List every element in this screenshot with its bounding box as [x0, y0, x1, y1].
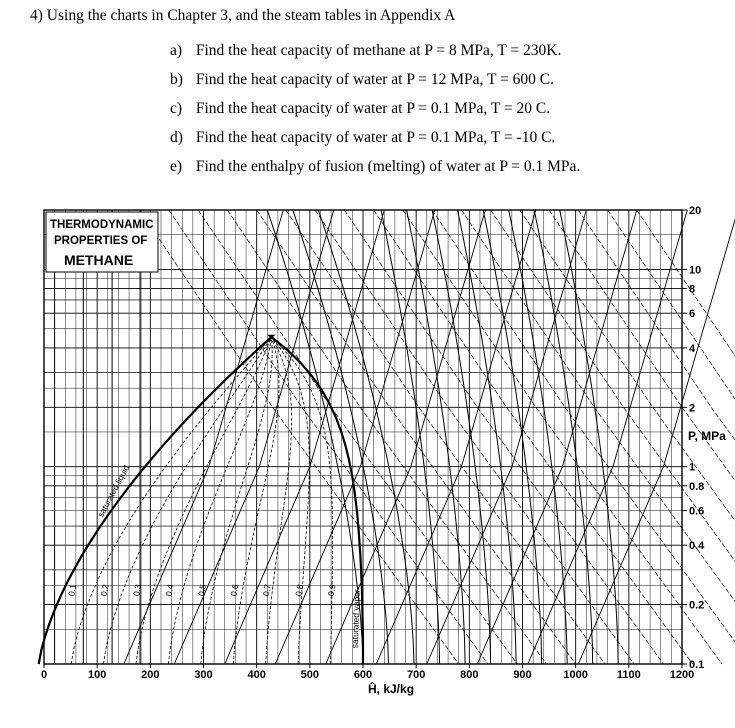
y-axis-label: P, MPa: [688, 429, 726, 443]
question-item-text: Find the heat capacity of water at P = 0.1 MPa, T = 20 C.: [195, 100, 551, 117]
y-tick-label: 8: [689, 283, 696, 296]
saturated-liquid-label: saturated liquid: [95, 463, 132, 519]
isotherm-line: [432, 210, 491, 664]
quality-label: 0.9: [325, 583, 338, 597]
y-tick-label: 0.1: [689, 659, 705, 671]
quality-line: [271, 336, 310, 664]
question-item-label: e): [170, 158, 183, 175]
x-tick-label: 1200: [669, 669, 695, 681]
quality-label: 0.2: [98, 583, 111, 597]
y-tick-label: 0.8: [689, 480, 705, 493]
quality-line: [233, 336, 279, 664]
y-tick-label: 0.6: [689, 505, 705, 518]
y-tick-label: 20: [689, 205, 702, 217]
isotherm-line: [483, 210, 541, 664]
chart-title-line-2: PROPERTIES OF: [54, 235, 148, 247]
x-tick-label: 500: [300, 669, 320, 681]
quality-label: 0.5: [195, 583, 208, 597]
isotherm-line: [509, 210, 568, 664]
question-title: 4) Using the charts in Chapter 3, and the steam tables in Appendix A: [30, 7, 456, 24]
question-item-label: a): [170, 42, 183, 59]
x-tick-label: 100: [87, 669, 107, 681]
question-item-label: c): [170, 100, 183, 117]
x-tick-label: 200: [141, 669, 160, 681]
isotherm-line: [534, 210, 593, 664]
y-tick-label: 4: [689, 342, 696, 355]
title-box: [46, 212, 158, 272]
x-tick-label: 300: [194, 669, 213, 681]
quality-label: 0.1: [66, 583, 79, 597]
quality-label: 0.4: [163, 583, 176, 597]
quality-line: [201, 336, 272, 664]
y-tick-label: 0.4: [689, 540, 705, 553]
quality-label: 0.6: [228, 583, 241, 597]
saturation-dome: [39, 336, 363, 664]
chart-curves: [39, 210, 735, 664]
isotherm-line: [560, 210, 619, 664]
x-tick-label: 800: [460, 669, 479, 681]
saturated-vapor-label: saturated vapor: [349, 589, 362, 649]
quality-label: 0.3: [131, 583, 144, 597]
x-tick-label: 1000: [563, 669, 588, 681]
quality-label: 0.7: [260, 583, 273, 597]
y-tick-label: 2: [689, 402, 696, 415]
question-item-text: Find the heat capacity of water at P = 12 MPa, T = 600 C.: [195, 71, 555, 88]
x-tick-label: 900: [513, 669, 532, 681]
quality-line: [104, 336, 273, 664]
y-tick-label: 0.2: [689, 599, 705, 612]
x-axis: [41, 664, 694, 681]
x-tick-label: 400: [247, 669, 266, 681]
x-tick-label: 700: [406, 669, 426, 681]
x-tick-label: 0: [40, 669, 48, 681]
y-tick-label: 10: [689, 264, 702, 277]
quality-line: [266, 336, 292, 664]
question-item-label: b): [170, 71, 183, 88]
question-item-text: Find the heat capacity of methane at P = 8 MPa, T = 230K.: [195, 42, 562, 59]
y-tick-label: 6: [689, 308, 696, 321]
question-item-text: Find the heat capacity of water at P = 0.1 MPa, T = -10 C.: [195, 129, 556, 146]
x-tick-label: 600: [353, 669, 373, 681]
question-item-text: Find the enthalpy of fusion (melting) of water at P = 0.1 MPa.: [195, 158, 581, 175]
chart-title-line-3: METHANE: [64, 252, 134, 268]
question-item-label: d): [170, 129, 183, 146]
y-tick-label: 1: [689, 461, 696, 474]
chart-title-line-1: THERMODYNAMIC: [50, 219, 154, 231]
quality-label: 0.8: [293, 583, 306, 597]
quality-line: [270, 336, 332, 664]
x-tick-label: 1100: [616, 669, 641, 681]
x-axis-label: Ĥ, kJ/kg: [368, 682, 415, 696]
isotherm-line: [458, 210, 516, 664]
